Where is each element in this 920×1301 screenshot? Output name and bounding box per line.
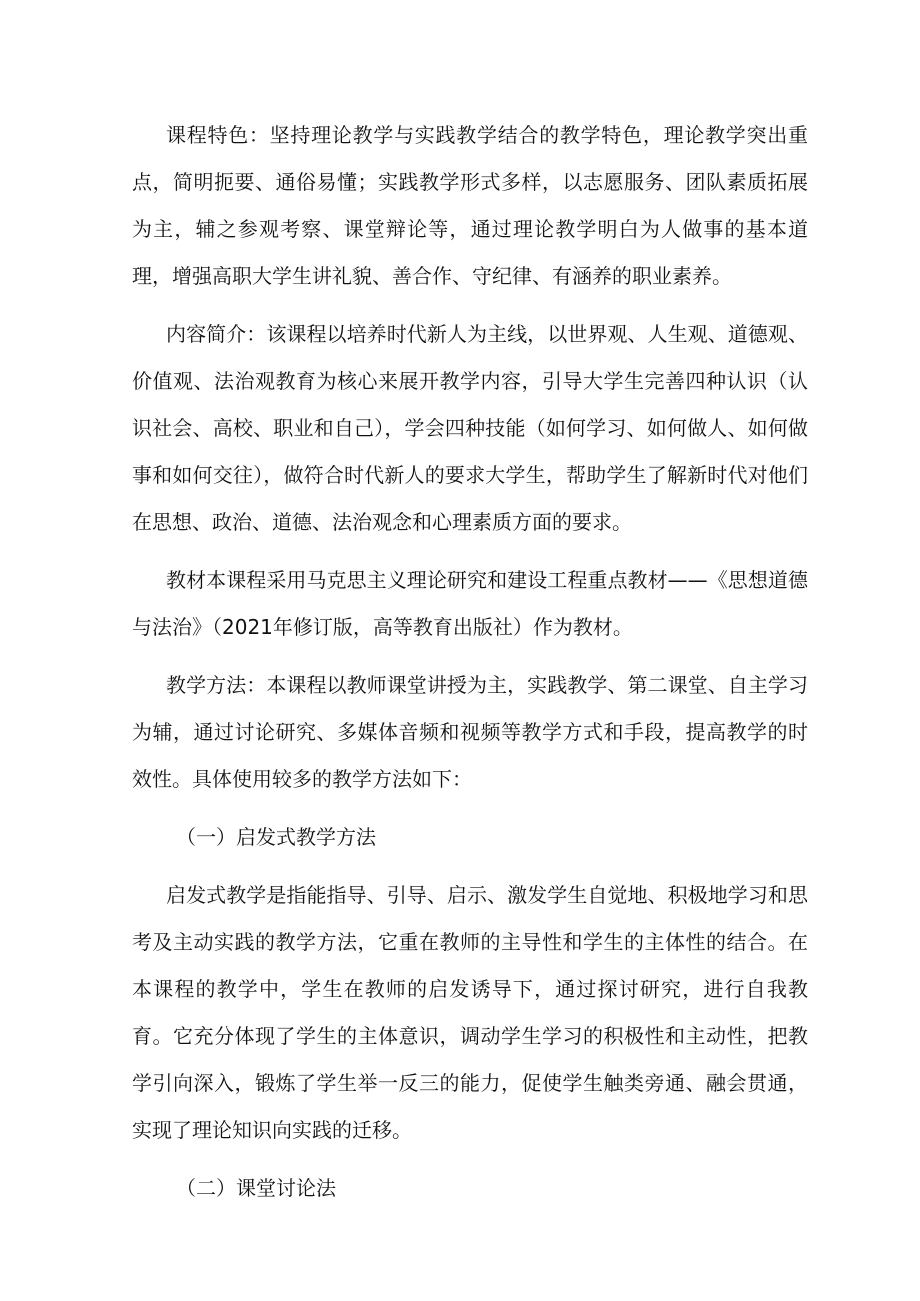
paragraph-textbook: 教材本课程采用马克思主义理论研究和建设工程重点教材——《思想道德与法治》（2021年修订版，高等教育出版社）作为教材。 — [132, 568, 808, 639]
paragraph-teaching-methods: 教学方法：本课程以教师课堂讲授为主，实践教学、第二课堂、自主学习为辅，通过讨论研究、多媒体音频和视频等教学方式和手段，提高教学的时效性。具体使用较多的教学方法如下： — [132, 673, 808, 791]
section-heading-heuristic: （一）启发式教学方法 — [176, 825, 376, 849]
section-heading-discussion: （二）课堂讨论法 — [176, 1176, 336, 1200]
paragraph-content-intro: 内容简介：该课程以培养时代新人为主线，以世界观、人生观、道德观、价值观、法治观教育为核心来展开教学内容，引导大学生完善四种认识（认识社会、高校、职业和自己），学会四种技能（如何学习、如何做人、如何做事和如何交往），做符合时代新人的要求大学生，帮助学生了解新时代对他们在思想、政治、道德、法治观念和心理素质方面的要求。 — [132, 322, 808, 534]
paragraph-course-features: 课程特色：坚持理论教学与实践教学结合的教学特色，理论教学突出重点，简明扼要、通俗易懂；实践教学形式多样，以志愿服务、团队素质拓展为主，辅之参观考察、课堂辩论等，通过理论教学明白为人做事的基本道理，增强高职大学生讲礼貌、善合作、守纪律、有涵养的职业素养。 — [132, 123, 808, 288]
paragraph-heuristic-teaching: 启发式教学是指能指导、引导、启示、激发学生自觉地、积极地学习和思考及主动实践的教学方法，它重在教师的主导性和学生的主体性的结合。在本课程的教学中，学生在教师的启发诱导下，通过探讨研究，进行自我教育。它充分体现了学生的主体意识，调动学生学习的积极性和主动性，把教学引向深入，锻炼了学生举一反三的能力，促使学生触类旁通、融会贯通，实现了理论知识向实践的迁移。 — [132, 883, 808, 1142]
document-body — [132, 112, 808, 1223]
